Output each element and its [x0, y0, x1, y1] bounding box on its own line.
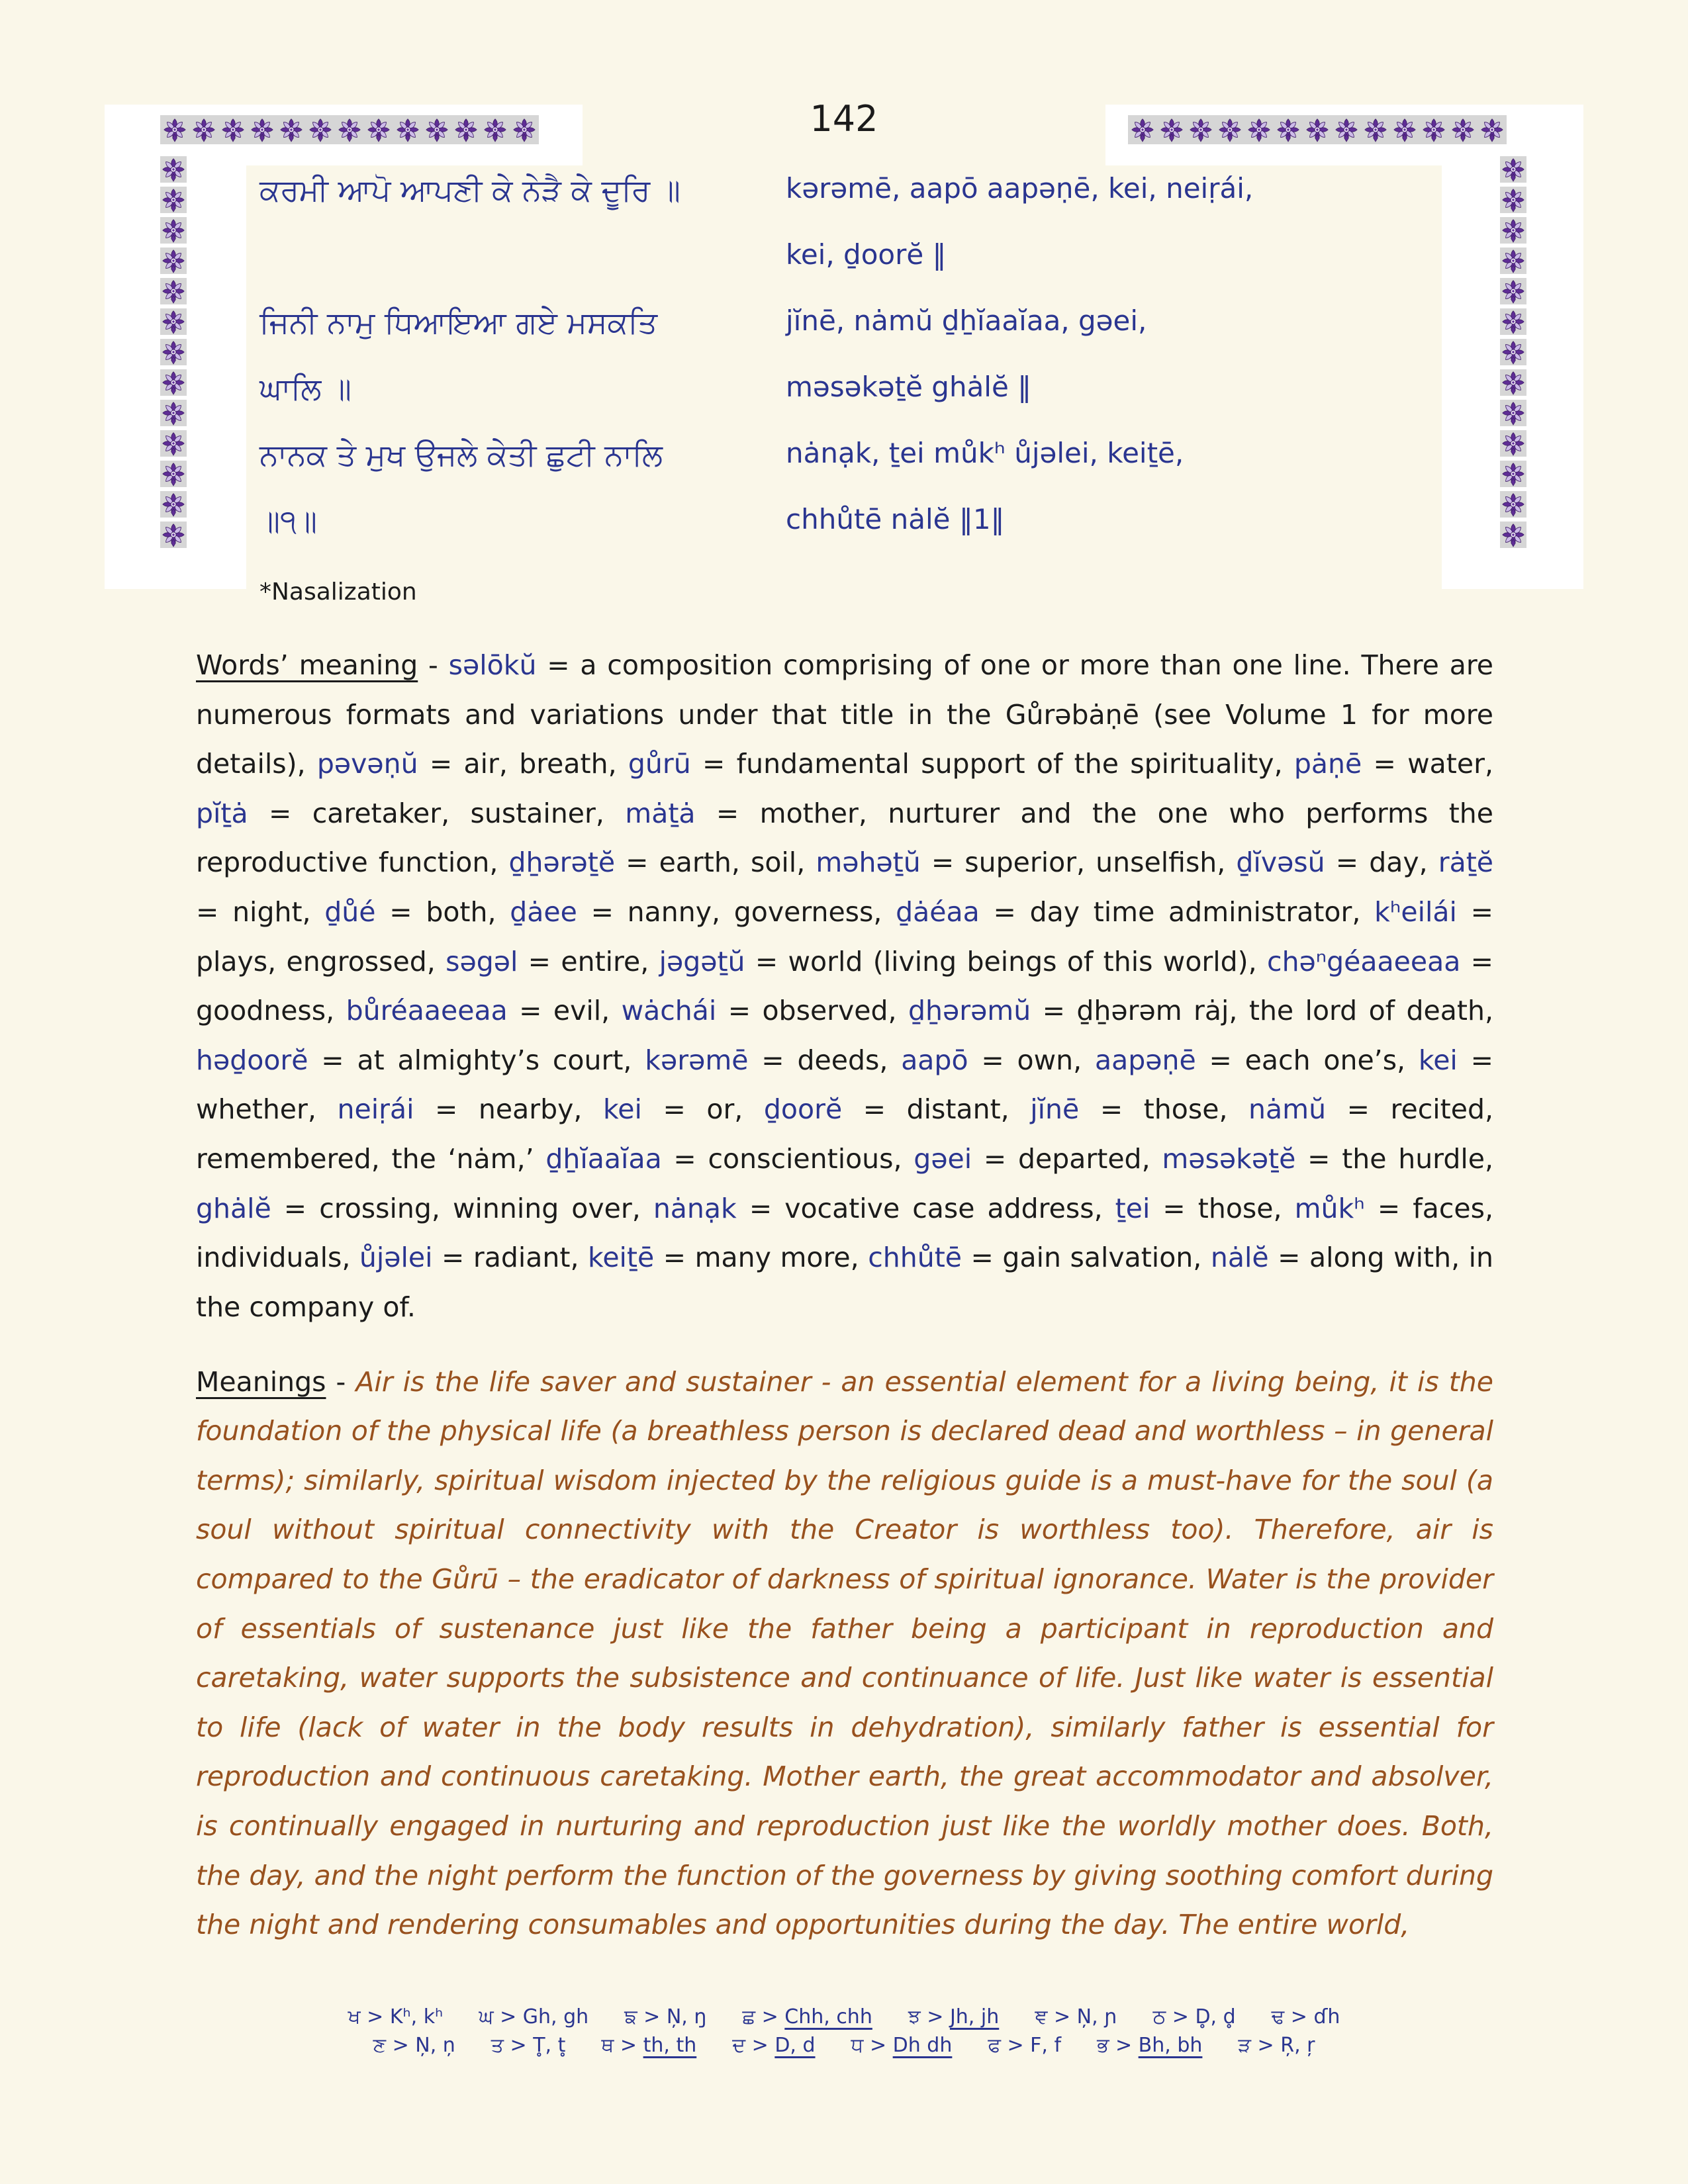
glossary-term: chhůtē	[868, 1242, 962, 1274]
legend-gurmukhi-letter: ਦ >	[732, 2034, 775, 2057]
legend-item	[1097, 2034, 1202, 2057]
glossary-term: neiṛái	[337, 1093, 414, 1126]
legend-latin-value: D, d	[774, 2034, 816, 2057]
flower-tile	[160, 248, 187, 274]
glossary-term: gůrū	[628, 748, 691, 780]
glossary-definition: = deeds,	[748, 1044, 902, 1076]
flower-ornament-icon	[161, 309, 186, 334]
legend-item	[373, 2034, 455, 2057]
glossary-term: ḏoorĕ	[763, 1093, 843, 1126]
legend-latin-value: Ņ, ɲ	[1076, 2005, 1117, 2028]
flower-ornament-icon	[250, 117, 275, 142]
gurmukhi-line: ਘਾਲਿ ॥	[259, 371, 352, 406]
glossary-definition: = plays, engrossed,	[196, 896, 1494, 978]
flower-ornament-icon	[1479, 117, 1505, 142]
flower-ornament-icon	[161, 340, 186, 365]
flower-ornament-icon	[1501, 370, 1526, 395]
flower-ornament-icon	[1188, 117, 1213, 142]
glossary-definition: = conscientious,	[661, 1143, 914, 1175]
glossary-term: můkʰ	[1294, 1192, 1365, 1224]
legend-latin-value: Ņ, ŋ	[666, 2005, 707, 2028]
flower-ornament-icon	[161, 370, 186, 395]
glossary-term: ůjəlei	[359, 1242, 433, 1274]
flower-tile	[1500, 369, 1526, 396]
flower-ornament-icon	[366, 117, 391, 142]
words-meaning-heading: Words’ meaning	[196, 649, 418, 681]
flower-ornament-icon	[1501, 279, 1526, 304]
flower-ornament-icon	[162, 117, 187, 142]
legend-gurmukhi-letter: ਫ >	[988, 2034, 1031, 2057]
flower-tile	[160, 430, 187, 457]
flower-tile	[160, 491, 187, 518]
glossary-definition: = along with, in the company of.	[196, 1242, 1493, 1323]
legend-latin-value: Chh, chh	[784, 2005, 872, 2028]
legend-gurmukhi-letter: ਝ >	[908, 2005, 950, 2028]
legend-latin-value: Ņ, ņ	[415, 2034, 455, 2057]
flower-ornament-icon	[161, 461, 186, 486]
transliteration-line: chhůtē nȧlĕ ‖1‖	[786, 503, 1005, 535]
flower-ornament-icon	[1501, 218, 1526, 243]
glossary-definition: = whether,	[196, 1044, 1493, 1126]
glossary-term: nȧmŭ	[1248, 1093, 1327, 1126]
glossary-term: bůréaaeeaa	[346, 995, 508, 1027]
legend-gurmukhi-letter: ਤ >	[491, 2034, 534, 2057]
flower-ornament-icon	[161, 187, 186, 212]
glossary-term: jĭnē	[1030, 1093, 1080, 1126]
glossary-definition: = entire,	[518, 945, 659, 978]
glossary-term: wȧchái	[621, 995, 717, 1027]
flower-ornament-icon	[1392, 117, 1417, 142]
flower-ornament-icon	[337, 117, 362, 142]
glossary-term: ḏĭvəsŭ	[1236, 846, 1325, 879]
glossary-term: rȧṯĕ	[1438, 846, 1493, 879]
flower-ornament-icon	[1501, 431, 1526, 456]
flower-ornament-icon	[279, 117, 304, 142]
glossary-definition: = own,	[968, 1044, 1095, 1076]
flower-tile	[1500, 339, 1526, 365]
words-meaning-text	[196, 649, 1493, 1323]
flower-tile	[160, 339, 187, 365]
flower-tile	[160, 187, 187, 213]
glossary-definition: = many more,	[654, 1242, 868, 1274]
legend-gurmukhi-letter: ਘ >	[479, 2005, 523, 2028]
glossary-term: gəei	[914, 1143, 972, 1175]
legend-gurmukhi-letter: ਣ >	[373, 2034, 416, 2057]
legend-latin-value: ɗh	[1313, 2005, 1340, 2028]
gurmukhi-line: ॥੧॥	[259, 503, 317, 539]
glossary-definition: = day time administrator,	[979, 896, 1375, 929]
glossary-term: kei	[1418, 1044, 1458, 1076]
glossary-term: ḏẖərəṯĕ	[508, 846, 616, 879]
glossary-definition: = ḏẖərəm rȧj, the lord of death,	[1031, 995, 1493, 1027]
flower-ornament-icon	[161, 279, 186, 304]
legend-latin-value: Dh dh	[892, 2034, 953, 2057]
flower-tile	[160, 278, 187, 304]
gurmukhi-line: ਜਿਨੀ ਨਾਮੁ ਧਿਆਇਆ ਗਏ ਮਸਕਤਿ	[259, 304, 658, 340]
glossary-definition: = crossing, winning over,	[271, 1192, 653, 1224]
glossary-term: məhəṯŭ	[816, 846, 921, 879]
gurmukhi-line: ਕਰਮੀ ਆਪੋ ਆਪਣੀ ਕੇ ਨੇੜੈ ਕੇ ਦੂਰਿ ॥	[259, 172, 680, 208]
flower-ornament-icon	[453, 117, 479, 142]
glossary-definition: = recited, remembered, the ‘nȧm,’	[196, 1093, 1494, 1175]
flower-ornament-icon	[1501, 309, 1526, 334]
page-number: 142	[810, 98, 878, 140]
meanings-separator: -	[326, 1365, 356, 1398]
glossary-term: pəvəṇŭ	[316, 748, 418, 780]
legend-item	[348, 2005, 444, 2028]
glossary-definition: = faces, individuals,	[196, 1192, 1493, 1274]
transliteration-legend	[0, 2005, 1688, 2057]
glossary-definition: = day,	[1325, 846, 1438, 879]
nasalization-note: *Nasalization	[259, 578, 417, 606]
legend-latin-value: Kʰ, kʰ	[389, 2005, 444, 2028]
glossary-definition: = earth, soil,	[615, 846, 816, 879]
glossary-definition: = distant,	[842, 1093, 1031, 1126]
flower-ornament-icon	[161, 157, 186, 182]
legend-gurmukhi-letter: ਭ >	[1097, 2034, 1139, 2057]
transliteration-line: məsəkəṯĕ ghȧlĕ ‖	[786, 371, 1032, 403]
glossary-definition: = both,	[375, 896, 510, 929]
glossary-term: chəⁿgéaaeeaa	[1267, 945, 1461, 978]
glossary-term: kei	[603, 1093, 642, 1126]
legend-gurmukhi-letter: ਖ >	[348, 2005, 390, 2028]
glossary-term: ḏůé	[324, 896, 376, 929]
glossary-term: kərəmē	[645, 1044, 749, 1076]
legend-latin-value: th, th	[643, 2034, 697, 2057]
flower-tile	[160, 156, 187, 183]
verse-grid	[259, 172, 1451, 569]
flower-tile	[1500, 278, 1526, 304]
legend-gurmukhi-letter: ਧ >	[851, 2034, 893, 2057]
glossary-definition: = air, breath,	[418, 748, 628, 780]
page-body	[196, 641, 1493, 1975]
glossary-definition: = those,	[1150, 1192, 1295, 1224]
flower-border-top-left	[160, 115, 539, 144]
legend-gurmukhi-letter: ਢ >	[1271, 2005, 1314, 2028]
glossary-definition: = the hurdle,	[1295, 1143, 1493, 1175]
glossary-definition: = observed,	[716, 995, 908, 1027]
transliteration-line: kei, ḏoorĕ ‖	[786, 238, 947, 271]
legend-item	[601, 2034, 696, 2057]
verse-block	[259, 172, 1451, 606]
flower-tile	[160, 522, 187, 548]
flower-ornament-icon	[1501, 461, 1526, 486]
flower-tile	[1500, 217, 1526, 244]
words-meaning-separator: -	[418, 649, 449, 681]
glossary-term: ḏȧéaa	[896, 896, 980, 929]
flower-ornament-icon	[161, 492, 186, 517]
flower-tile	[160, 400, 187, 426]
legend-item	[908, 2005, 999, 2028]
legend-gurmukhi-letter: ਞ >	[1035, 2005, 1077, 2028]
flower-tile	[1500, 522, 1526, 548]
flower-tile	[1500, 187, 1526, 213]
transliteration-line: nȧnạk, ṯei můkʰ ůjəlei, keiṯē,	[786, 437, 1184, 469]
flower-tile	[160, 461, 187, 487]
flower-ornament-icon	[161, 248, 186, 273]
flower-ornament-icon	[512, 117, 537, 142]
flower-ornament-icon	[1217, 117, 1243, 142]
flower-ornament-icon	[161, 431, 186, 456]
legend-latin-value: Jh, jh	[949, 2005, 1000, 2028]
flower-ornament-icon	[1501, 400, 1526, 426]
legend-latin-value: D̥, d̥	[1195, 2005, 1236, 2028]
glossary-term: kʰeilái	[1374, 896, 1457, 929]
glossary-term: nȧnạk	[653, 1192, 737, 1224]
flower-tile	[1500, 461, 1526, 487]
glossary-definition: = at almighty’s court,	[308, 1044, 645, 1076]
legend-item	[1035, 2005, 1117, 2028]
glossary-definition: = nanny, governess,	[577, 896, 896, 929]
glossary-definition: = departed,	[972, 1143, 1162, 1175]
flower-ornament-icon	[1501, 248, 1526, 273]
gurmukhi-line: ਨਾਨਕ ਤੇ ਮੁਖ ਉਜਲੇ ਕੇਤੀ ਛੁਟੀ ਨਾਲਿ	[259, 437, 663, 473]
legend-item	[988, 2034, 1061, 2057]
legend-item	[1238, 2034, 1315, 2057]
flower-tile	[1500, 400, 1526, 426]
glossary-definition: = fundamental support of the spirituality,	[690, 748, 1294, 780]
meanings-text: Air is the life saver and sustainer - an essential element for a living being, it is the foundation of the physical life (a breathless person is declared dead and worthless – in general terms); similarly, spiritual wisdom injected by the religious guide is a must-have for the soul (a soul without spiritual connectivity with the Creator is worthless too). Therefore, air is compared to the Gůrū – the eradicator of darkness of spiritual ignorance. Water is the provider of essentials of sustenance just like the father being a participant in reproduction and caretaking, water supports the subsistence and continuance of life. Just like water is essential to life (lack of water in the body results in dehydration), similarly father is essential for reproduction and continuous caretaking. Mother earth, the great accommodator and absolver, is continually engaged in nurturing and reproduction just like the worldly mother does. Both, the day, and the night perform the function of the governess by giving soothing comfort during the night and rendering consumables and opportunities during the day. The entire world,	[196, 1365, 1493, 1941]
legend-item	[479, 2005, 588, 2028]
legend-latin-value: Ŗ, ŗ	[1280, 2034, 1315, 2057]
glossary-term: aapəṇē	[1094, 1044, 1196, 1076]
legend-item	[1272, 2005, 1340, 2028]
flower-ornament-icon	[308, 117, 333, 142]
glossary-definition: = caretaker, sustainer,	[248, 797, 626, 829]
flower-tile	[1500, 156, 1526, 183]
transliteration-line: kərəmē, aapō aapəṇē, kei, neiṛái,	[786, 172, 1254, 205]
legend-latin-value: Gh, gh	[522, 2005, 589, 2028]
legend-gurmukhi-letter: ੜ >	[1238, 2034, 1281, 2057]
flower-tile	[1500, 248, 1526, 274]
transliteration-line: jĭnē, nȧmŭ ḏẖĭaaĭaa, gəei,	[786, 304, 1147, 337]
glossary-definition: = vocative case address,	[736, 1192, 1115, 1224]
glossary-definition: = water,	[1362, 748, 1493, 780]
flower-ornament-icon	[424, 117, 449, 142]
flower-ornament-icon	[1159, 117, 1184, 142]
meanings-heading: Meanings	[196, 1365, 326, 1398]
flower-tile	[1500, 430, 1526, 457]
flower-ornament-icon	[1130, 117, 1155, 142]
legend-item	[851, 2034, 953, 2057]
glossary-term: aapō	[901, 1044, 968, 1076]
glossary-definition: = world (living beings of this world),	[745, 945, 1268, 978]
glossary-definition: = radiant,	[432, 1242, 588, 1274]
legend-item	[624, 2005, 706, 2028]
flower-ornament-icon	[1363, 117, 1388, 142]
glossary-definition: = gain salvation,	[962, 1242, 1211, 1274]
glossary-term: ḏȧee	[510, 896, 577, 929]
flower-ornament-icon	[395, 117, 420, 142]
glossary-term: ḏẖərəmŭ	[908, 995, 1031, 1027]
gurmukhi-line	[259, 238, 786, 304]
glossary-term: nȧlĕ	[1210, 1242, 1269, 1274]
glossary-term: keiṯē	[588, 1242, 655, 1274]
legend-latin-value: Bh, bh	[1138, 2034, 1203, 2057]
flower-ornament-icon	[191, 117, 216, 142]
legend-gurmukhi-letter: ਙ >	[624, 2005, 667, 2028]
flower-tile	[1500, 491, 1526, 518]
glossary-definition: = night,	[196, 896, 325, 929]
glossary-definition: = a composition comprising of one or more than one line. There are numerous formats and variations under that title in the Gůrəbȧṇē (see Volume 1 for more details),	[196, 649, 1493, 780]
glossary-term: mȧṯȧ	[625, 797, 696, 829]
legend-item	[742, 2005, 872, 2028]
glossary-term: ghȧlĕ	[196, 1192, 271, 1224]
flower-tile	[160, 369, 187, 396]
flower-border-right	[1500, 156, 1526, 548]
legend-latin-value: T̥, t̥	[533, 2034, 566, 2057]
glossary-term: həḏoorĕ	[196, 1044, 308, 1076]
glossary-definition: = nearby,	[414, 1093, 603, 1126]
flower-ornament-icon	[1450, 117, 1476, 142]
glossary-term: pȧṇē	[1293, 748, 1362, 780]
flower-border-top-right	[1128, 115, 1507, 144]
flower-ornament-icon	[1501, 522, 1526, 547]
flower-tile	[1500, 308, 1526, 335]
glossary-definition: = mother, nurturer and the one who performs the reproductive function,	[196, 797, 1494, 879]
flower-border-left	[160, 156, 187, 548]
legend-row	[373, 2034, 1315, 2057]
flower-ornament-icon	[1501, 492, 1526, 517]
glossary-term: ṯei	[1115, 1192, 1150, 1224]
flower-ornament-icon	[220, 117, 246, 142]
flower-ornament-icon	[1421, 117, 1446, 142]
glossary-term: məsəkəṯĕ	[1162, 1143, 1296, 1175]
legend-item	[491, 2034, 566, 2057]
legend-gurmukhi-letter: ਠ >	[1152, 2005, 1196, 2028]
glossary-term: səlōkŭ	[448, 649, 537, 681]
glossary-definition: = superior, unselfish,	[920, 846, 1237, 879]
flower-ornament-icon	[483, 117, 508, 142]
legend-item	[1153, 2005, 1236, 2028]
flower-ornament-icon	[161, 522, 186, 547]
glossary-definition: = or,	[641, 1093, 764, 1126]
flower-tile	[160, 217, 187, 244]
flower-ornament-icon	[1501, 340, 1526, 365]
words-meaning-paragraph	[196, 641, 1493, 1332]
legend-gurmukhi-letter: ਥ >	[601, 2034, 643, 2057]
glossary-definition: = those,	[1079, 1093, 1249, 1126]
flower-ornament-icon	[1501, 187, 1526, 212]
glossary-definition: = goodness,	[196, 945, 1494, 1027]
legend-item	[732, 2034, 815, 2057]
legend-latin-value: F, f	[1030, 2034, 1062, 2057]
flower-ornament-icon	[1246, 117, 1272, 142]
flower-tile	[160, 308, 187, 335]
glossary-definition: = evil,	[507, 995, 622, 1027]
flower-ornament-icon	[1334, 117, 1359, 142]
glossary-term: pĭṯȧ	[196, 797, 248, 829]
glossary-term: səgəl	[445, 945, 518, 978]
legend-gurmukhi-letter: ਛ >	[742, 2005, 785, 2028]
glossary-term: jəgəṯŭ	[659, 945, 745, 978]
glossary-definition: = each one’s,	[1196, 1044, 1419, 1076]
flower-ornament-icon	[161, 218, 186, 243]
flower-ornament-icon	[161, 400, 186, 426]
legend-row	[348, 2005, 1340, 2028]
flower-ornament-icon	[1276, 117, 1301, 142]
flower-ornament-icon	[1501, 157, 1526, 182]
flower-ornament-icon	[1305, 117, 1330, 142]
meanings-paragraph	[196, 1357, 1493, 1950]
glossary-term: ḏẖĭaaĭaa	[545, 1143, 662, 1175]
